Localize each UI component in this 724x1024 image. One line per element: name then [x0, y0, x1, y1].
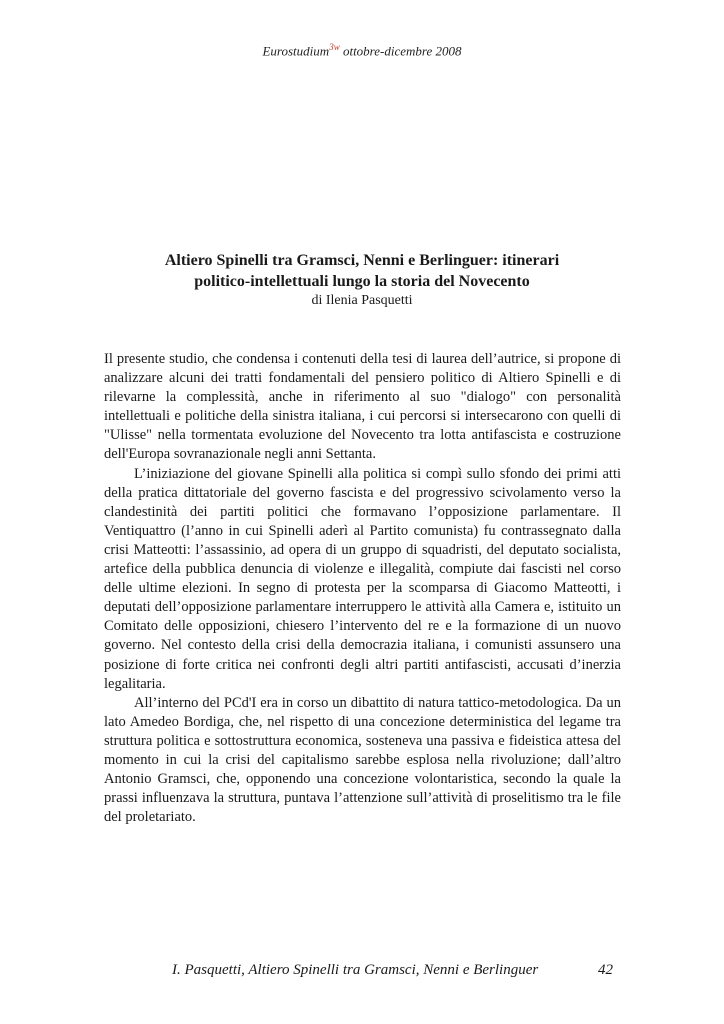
author-byline: di Ilenia Pasquetti — [311, 293, 413, 308]
paragraph-3: All’interno del PCd'I era in corso un dibattito di natura tattico-metodologica. Da un lato Amedeo Bordiga, che, nel rispetto di una concezione deterministica del legame tra struttura politica e sottostruttura economica, sosteneva una passiva e fideistica attesa del momento in cui la crisi del capitalismo sarebbe esplosa nella rivoluzione; dall’altro Antonio Gramsci, che, opponendo una concezione volontaristica, secondo la quale la prassi influenzava la struttura, puntava l’attenzione sull’attività di proselitismo tra le file del proletariato. — [104, 694, 621, 826]
article-title — [104, 250, 620, 292]
running-header — [0, 42, 724, 59]
journal-name: Eurostudium — [262, 43, 330, 59]
issue-date: ottobre-dicembre 2008 — [339, 43, 462, 59]
article-body — [104, 350, 621, 827]
journal-superscript: 3w — [329, 42, 340, 52]
page-number: 42 — [598, 962, 613, 978]
title-line-2: politico-intellettuali lungo la storia del Novecento — [194, 273, 530, 290]
paragraph-1: Il presente studio, che condensa i contenuti della tesi di laurea dell’autrice, si propone di analizzare alcuni dei tratti fondamentali del pensiero politico di Altiero Spinelli e di rilevarne la complessità, anche in riferimento al suo "dialogo" con personalità intellettuali e politiche della sinistra italiana, i cui percorsi si intersecarono con quelli di "Ulisse" nella tormentata evoluzione del Novecento tra lotta antifascista e costruzione dell'Europa sovranazionale negli anni Settanta. — [104, 351, 621, 463]
title-line-1: Altiero Spinelli tra Gramsci, Nenni e Berlinguer: itinerari — [164, 252, 560, 269]
paragraph-2: L’iniziazione del giovane Spinelli alla politica si compì sullo sfondo dei primi atti della pratica dittatoriale del governo fascista e del progressivo scivolamento verso la clandestinità dei partiti politici che formavano l’opposizione parlamentare. Il Ventiquattro (l’anno in cui Spinelli aderì al Partito comunista) fu contrassegnato dalla crisi Matteotti: l’assassinio, ad opera di un gruppo di squadristi, del deputato socialista, artefice della pubblica denuncia di violenze e illegalità, compiute dai fascisti nel corso delle ultime elezioni. In segno di protesta per la scomparsa di Giacomo Matteotti, i deputati dell’opposizione parlamentare interruppero le attività alla Camera e, istituito un Comitato delle opposizioni, chiesero l’intervento del re e la formazione di un nuovo governo. Nel contesto della crisi della democrazia italiana, i comunisti assunsero una posizione di forte critica nei confronti degli altri partiti antifascisti, accusati d’inerzia legalitaria. — [104, 465, 621, 692]
footer-running-title: I. Pasquetti, Altiero Spinelli tra Gramsci, Nenni e Berlinguer — [172, 962, 539, 978]
